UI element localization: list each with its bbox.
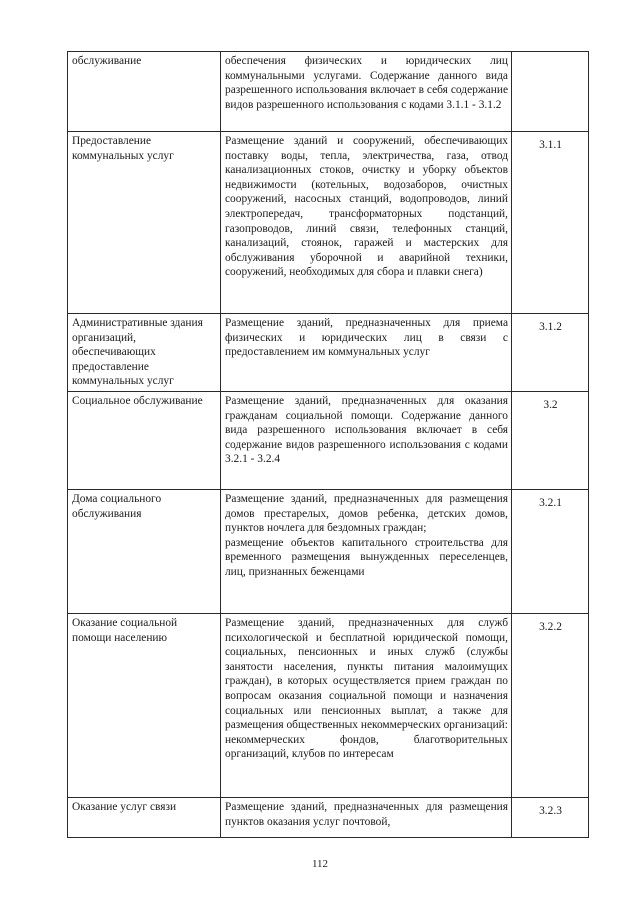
use-description-cell bbox=[221, 489, 512, 613]
table-row bbox=[68, 132, 589, 314]
table-row bbox=[68, 489, 589, 613]
land-use-table bbox=[67, 51, 589, 838]
description-paragraph: размещение объектов капитального строительства для временного размещения вынужденных переселенцев, лиц, признанных беженцами bbox=[225, 536, 508, 578]
use-description-cell: обеспечения физических и юридических лиц коммунальными услугами. Содержание данного вида разрешенного использования включает в себя содержание видов разрешенного использования с кодами 3.1.1 - 3.1.2 bbox=[221, 52, 512, 132]
use-code-cell: 3.1.2 bbox=[512, 314, 589, 392]
table-row bbox=[68, 797, 589, 837]
page-number: 112 bbox=[311, 858, 329, 870]
use-name-cell: Социальное обслуживание bbox=[68, 391, 221, 489]
use-description-cell: Размещение зданий, предназначенных для приема физических и юридических лиц в связи с предоставлением им коммунальных услуг bbox=[221, 314, 512, 392]
description-paragraph: Размещение зданий, предназначенных для служб психологической и бесплатной юридической помощи, социальных, пенсионных и иных служб (службы занятости населения, пункты питания малоимущих граждан), в которых осуществляется прием граждан по вопросам оказания социальной помощи и назначения социальных или пенсионных выплат, а также для размещения общественных некоммерческих организаций: bbox=[225, 616, 508, 732]
use-code-cell: 3.2.2 bbox=[512, 613, 589, 797]
use-description-cell: Размещение зданий, предназначенных для размещения пунктов оказания услуг почтовой, bbox=[221, 797, 512, 837]
description-paragraph: Размещение зданий, предназначенных для размещения домов престарелых, домов ребенка, детских домов, пунктов ночлега для бездомных граждан; bbox=[225, 492, 508, 535]
use-code-cell: 3.2 bbox=[512, 391, 589, 489]
use-name-cell: Административные здания организаций, обеспечивающих предоставление коммунальных услуг bbox=[68, 314, 221, 392]
use-code-cell: 3.2.1 bbox=[512, 489, 589, 613]
use-code-cell bbox=[512, 52, 589, 132]
use-description-cell: Размещение зданий, предназначенных для оказания гражданам социальной помощи. Содержание данного вида разрешенного использования включает в себя содержание видов разрешенного использования с кодами 3.2.1 - 3.2.4 bbox=[221, 391, 512, 489]
use-name-cell: Дома социального обслуживания bbox=[68, 489, 221, 613]
use-description-cell: Размещение зданий и сооружений, обеспечивающих поставку воды, тепла, электричества, газа, отвод канализационных стоков, очистку и уборку объектов недвижимости (котельных, водозаборов, очистных сооружений, насосных станций, водопроводов, линий электропередач, трансформаторных подстанций, газопроводов, линий связи, телефонных станций, канализаций, стоянок, гаражей и мастерских для обслуживания уборочной и аварийной техники, сооружений, необходимых для сбора и плавки снега) bbox=[221, 132, 512, 314]
table-row bbox=[68, 314, 589, 392]
use-description-cell bbox=[221, 613, 512, 797]
use-code-cell: 3.2.3 bbox=[512, 797, 589, 837]
table-row bbox=[68, 391, 589, 489]
use-name-cell: Оказание услуг связи bbox=[68, 797, 221, 837]
use-name-cell: Оказание социальной помощи населению bbox=[68, 613, 221, 797]
description-paragraph: некоммерческих фондов, благотворительных организаций, клубов по интересам bbox=[225, 733, 508, 761]
table-row bbox=[68, 613, 589, 797]
use-name-cell: обслуживание bbox=[68, 52, 221, 132]
use-code-cell: 3.1.1 bbox=[512, 132, 589, 314]
table-row bbox=[68, 52, 589, 132]
use-name-cell: Предоставление коммунальных услуг bbox=[68, 132, 221, 314]
